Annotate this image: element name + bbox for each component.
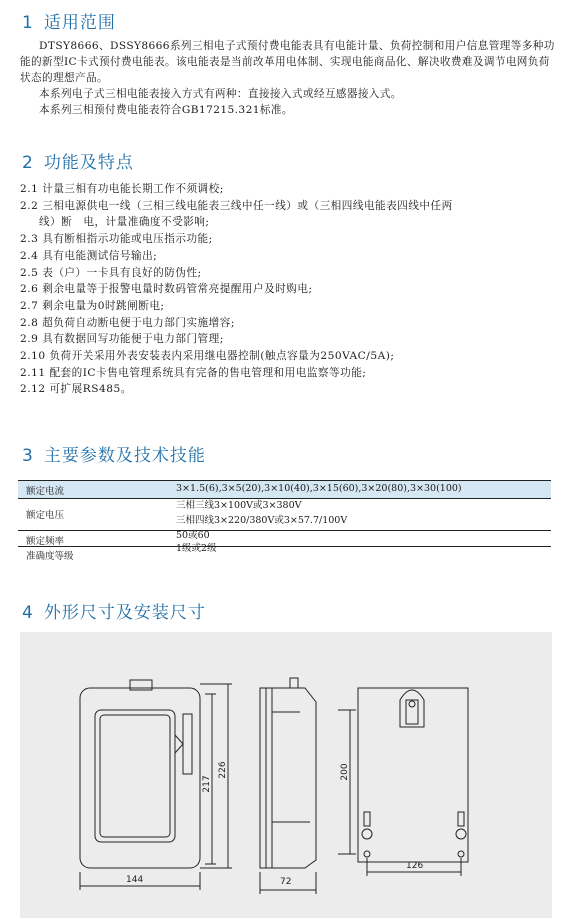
section-2-number: 2 [22, 153, 34, 173]
list-item: 2.6 剩余电量等于报警电量时数码管常亮提醒用户及时购电; [20, 283, 313, 296]
dim-label-mount-width: 126 [406, 861, 424, 871]
paragraph: 本系列三相预付费电能表符合GB17215.321标准。 [39, 104, 293, 116]
row-value: 三相三线3×100V或3×380V [176, 500, 302, 511]
dim-label-front-width: 144 [126, 875, 144, 885]
table-row [18, 498, 551, 531]
section-3-number: 3 [22, 446, 34, 466]
list-item: 2.5 表（户）一卡具有良好的防伪性; [20, 266, 202, 279]
table-row [18, 531, 551, 547]
back-view [338, 688, 468, 876]
dim-label-side-depth: 72 [280, 877, 292, 887]
row-label: 准确度等级 [26, 551, 74, 562]
section-4-heading: 外形尺寸及安装尺寸 [43, 603, 206, 623]
paragraph: DTSY8666、DSSY8666系列三相电子式预付费电能表具有电能计量、负荷控制和用户信息管理等多种功能的新型IC卡式预付费电能表。该电能表是当前改革用电体制、实现电能商品化、解决收费难及调节电网负荷状态的理想产品。 [20, 40, 555, 84]
table-row [18, 543, 551, 562]
list-item: 2.9 具有数据回写功能便于电力部门管理; [20, 333, 224, 346]
row-value: 50或60 [176, 530, 210, 541]
section-4-number: 4 [22, 603, 34, 623]
section-1-heading: 适用范围 [43, 13, 116, 33]
dimension-drawing [20, 632, 552, 918]
list-item: 2.1 计量三相有功电能长期工作不须调校; [20, 183, 224, 195]
list-item: 2.10 负荷开关采用外表安装表内采用继电器控制(触点容量为250VAC/5A); [20, 350, 395, 363]
dimension-figure [20, 632, 552, 918]
list-item: 2.11 配套的IC卡售电管理系统具有完备的售电管理和用电监察等功能; [20, 366, 367, 379]
paragraph: 本系列电子式三相电能表接入方式有两种：直接接入式或经互感器接入式。 [39, 88, 402, 100]
table-row [18, 480, 551, 499]
dim-label-front-height-outer: 226 [218, 761, 228, 779]
section-1-title [22, 8, 116, 33]
list-item: 2.7 剩余电量为0时跳闸断电; [20, 299, 165, 312]
list-item: 2.2 三相电源供电一线（三相三线电能表三线中任一线）或（三相四线电能表四线中任两 线）断 电，计量准确度不受影响; [20, 199, 453, 229]
row-value: 3×1.5(6),3×5(20),3×10(40),3×15(60),3×20(80),3×30(100) [176, 483, 462, 494]
section-3-heading: 主要参数及技术技能 [43, 446, 206, 466]
list-item: 2.12 可扩展RS485。 [20, 383, 132, 396]
section-2-title [22, 148, 134, 173]
dim-label-mount-height: 200 [340, 763, 350, 781]
row-value: 1级或2级 [176, 543, 217, 554]
section-2-heading: 功能及特点 [43, 153, 134, 173]
section-1-body [20, 38, 555, 118]
section-3-title [22, 441, 206, 466]
side-view [260, 678, 316, 894]
list-item: 2.4 具有电能测试信号输出; [20, 249, 158, 262]
list-item: 2.3 具有断相指示功能或电压指示功能; [20, 233, 213, 246]
row-label: 额定电流 [26, 486, 65, 497]
row-value: 三相四线3×220/380V或3×57.7/100V [176, 515, 348, 526]
section-4-title [22, 598, 206, 623]
row-label: 额定电压 [26, 510, 65, 521]
section-1-number: 1 [22, 13, 34, 33]
dim-label-front-height-inner: 217 [202, 775, 212, 793]
row-label: 额定频率 [26, 536, 65, 547]
feature-list [20, 181, 555, 398]
list-item: 2.8 超负荷自动断电便于电力部门实施增容; [20, 316, 235, 329]
